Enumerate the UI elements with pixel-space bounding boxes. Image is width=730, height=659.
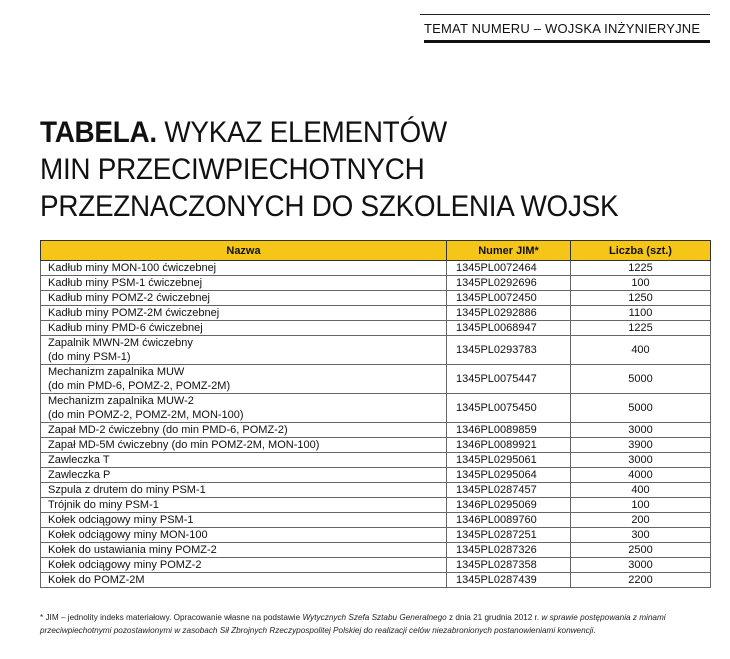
table-row [41,438,711,453]
table-row [41,423,711,438]
cell-name [41,498,447,513]
footnote [40,611,712,637]
table-row [41,291,711,306]
table-title [40,114,663,225]
cell-count: 200 [571,513,711,528]
table-row [41,261,711,276]
table-row [41,573,711,588]
cell-name-line: Kołek odciągowy miny POMZ-2 [48,559,202,571]
header-number-jim: JIM [516,244,535,257]
cell-count: 100 [571,276,711,291]
cell-name [41,276,447,291]
header-number-suffix: * [534,244,539,257]
cell-number: 1345PL0292886 [447,306,571,321]
cell-name-line: (do min PMD-6, POMZ-2, POMZ-2M) [48,380,231,392]
table-row [41,498,711,513]
cell-count: 400 [571,336,711,365]
cell-name [41,468,447,483]
table-row [41,528,711,543]
cell-name [41,483,447,498]
cell-count: 400 [571,483,711,498]
cell-name-line: Kołek odciągowy miny PSM-1 [48,514,194,526]
table-row [41,453,711,468]
cell-number: 1345PL0287358 [447,558,571,573]
cell-count: 4000 [571,468,711,483]
cell-number: 1345PL0072464 [447,261,571,276]
title-line-2: MIN PRZECIWPIECHOTNYCH [40,153,425,186]
header-count: Liczba (szt.) [571,241,711,261]
cell-count: 3000 [571,453,711,468]
cell-name [41,261,447,276]
cell-name-line: Zapalnik MWN-2M ćwiczebny [48,337,193,349]
cell-count: 3900 [571,438,711,453]
cell-name-line: Szpula z drutem do miny PSM-1 [48,484,206,496]
cell-name-line: Kołek do ustawiania miny POMZ-2 [48,544,217,556]
footnote-italic-2: w sprawie postępowania z minami przeciwpiechotnymi pozostawionymi w zasobach Sił Zbrojnych Rzeczypospolitej Polskiej do realizacji celów niezabronionych postanowieniami konwencji [40,613,666,635]
cell-name [41,291,447,306]
cell-number: 1346PL0089859 [447,423,571,438]
cell-number: 1346PL0295069 [447,498,571,513]
cell-name-line: Mechanizm zapalnika MUW [48,366,185,378]
cell-count: 1225 [571,261,711,276]
cell-name-line: Kadłub miny MON-100 ćwiczebnej [48,262,217,274]
cell-number: 1345PL0287326 [447,543,571,558]
table-body [41,261,711,588]
mines-table [40,240,711,588]
cell-name [41,573,447,588]
cell-number: 1345PL0075447 [447,365,571,394]
table-row [41,365,711,394]
table-row [41,513,711,528]
cell-name-line: Kadłub miny POMZ-2M ćwiczebnej [48,307,220,319]
cell-name-line: Kadłub miny POMZ-2 ćwiczebnej [48,292,211,304]
cell-count: 3000 [571,423,711,438]
cell-number: 1345PL0287251 [447,528,571,543]
table-row [41,394,711,423]
footnote-italic-1: Wytycznych Szefa Sztabu Generalnego [302,613,447,622]
cell-count: 5000 [571,394,711,423]
cell-name-line: Zapał MD-2 ćwiczebny (do min PMD-6, POMZ-2) [48,424,288,436]
title-line-1-rest: WYKAZ ELEMENTÓW [156,116,447,149]
cell-count: 1250 [571,291,711,306]
cell-name [41,321,447,336]
cell-name [41,558,447,573]
cell-count: 3000 [571,558,711,573]
cell-number: 1345PL0075450 [447,394,571,423]
cell-name-line: Zawleczka P [48,469,111,481]
cell-name-line: (do miny PSM-1) [48,351,131,363]
title-line-3: PRZEZNACZONYCH DO SZKOLENIA WOJSK [40,190,619,223]
cell-name [41,528,447,543]
cell-name-line: Zapał MD-5M ćwiczebny (do min POMZ-2M, MON-100) [48,439,320,451]
cell-name [41,306,447,321]
cell-number: 1346PL0089760 [447,513,571,528]
footnote-part-1: * JIM – jednolity indeks materiałowy. Opracowanie własne na podstawie [40,613,303,622]
cell-number: 1345PL0072450 [447,291,571,306]
table-header-row [41,241,711,261]
cell-name [41,438,447,453]
header-number [447,241,571,261]
cell-name-line: Mechanizm zapalnika MUW-2 [48,395,194,407]
cell-name [41,543,447,558]
header-top-rule [420,14,710,15]
table-row [41,336,711,365]
cell-name [41,365,447,394]
running-header: TEMAT NUMERU – WOJSKA INŻYNIERYJNE [424,17,710,43]
table-row [41,483,711,498]
table-row [41,321,711,336]
cell-number: 1345PL0292696 [447,276,571,291]
footnote-part-2: z dnia 21 grudnia 2012 r. [446,613,542,622]
cell-count: 1225 [571,321,711,336]
cell-name [41,394,447,423]
cell-number: 1345PL0068947 [447,321,571,336]
header-name: Nazwa [41,241,447,261]
table-row [41,558,711,573]
title-lead: TABELA. [40,116,157,149]
cell-name [41,423,447,438]
footnote-part-3: . [593,626,596,635]
table-row [41,276,711,291]
title-line-1 [40,114,663,151]
cell-count: 2200 [571,573,711,588]
cell-name-line: Kołek do POMZ-2M [48,574,145,586]
cell-count: 2500 [571,543,711,558]
cell-name [41,453,447,468]
cell-name-line: (do min POMZ-2, POMZ-2M, MON-100) [48,409,244,421]
cell-count: 5000 [571,365,711,394]
cell-name-line: Trójnik do miny PSM-1 [48,499,159,511]
cell-name-line: Kadłub miny PMD-6 ćwiczebnej [48,322,203,334]
cell-count: 100 [571,498,711,513]
header-number-prefix: Numer [478,244,517,257]
cell-number: 1345PL0295064 [447,468,571,483]
table-row [41,468,711,483]
cell-name-line: Zawleczka T [48,454,110,466]
cell-count: 1100 [571,306,711,321]
cell-number: 1345PL0287439 [447,573,571,588]
cell-number: 1345PL0287457 [447,483,571,498]
cell-number: 1346PL0089921 [447,438,571,453]
cell-name [41,336,447,365]
cell-count: 300 [571,528,711,543]
cell-name-line: Kołek odciągowy miny MON-100 [48,529,208,541]
cell-number: 1345PL0295061 [447,453,571,468]
cell-name-line: Kadłub miny PSM-1 ćwiczebnej [48,277,203,289]
cell-name [41,513,447,528]
cell-number: 1345PL0293783 [447,336,571,365]
table-row [41,543,711,558]
table-row [41,306,711,321]
